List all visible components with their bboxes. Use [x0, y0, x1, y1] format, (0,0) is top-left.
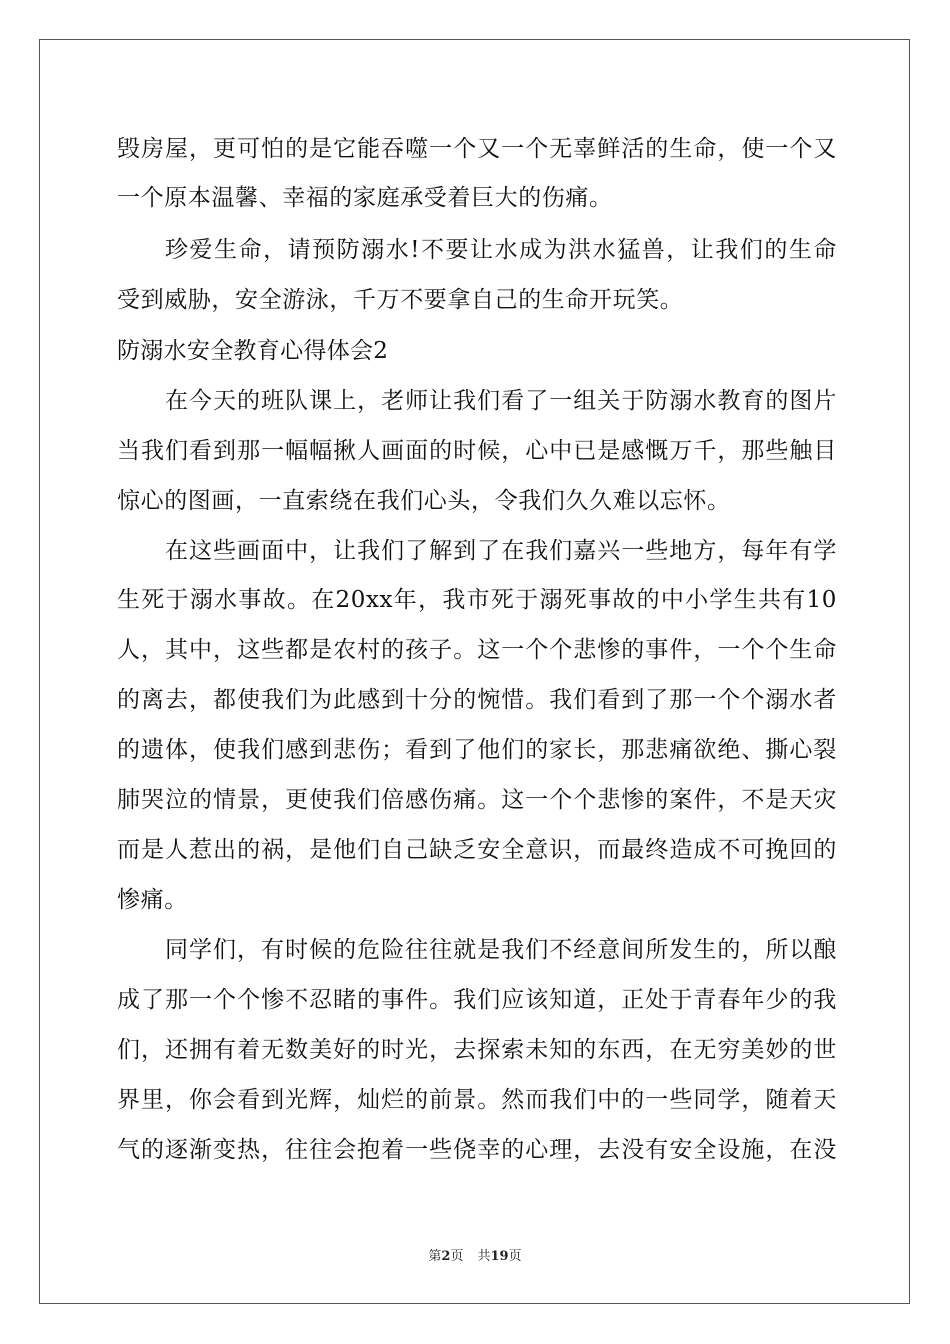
total-pages-label: 共19页: [477, 1249, 522, 1264]
text-line: 惊心的图画，一直索绕在我们心头，令我们久久难以忘怀。: [117, 488, 731, 514]
text-line: 在这些画面中，让我们了解到了在我们嘉兴一些地方，每年有学: [165, 538, 837, 564]
text-line: 一个原本温馨、幸福的家庭承受着巨大的伤痛。: [117, 185, 613, 211]
text-line: 气的逐渐变热，往往会抱着一些侥幸的心理，去没有安全设施，在没: [117, 1137, 837, 1163]
text-line: 珍爱生命，请预防溺水!不要让水成为洪水猛兽，让我们的生命: [165, 237, 837, 263]
text-line: 同学们，有时候的危险往往就是我们不经意间所发生的，所以酿: [165, 937, 837, 963]
page-number-label: 第2页: [428, 1249, 464, 1264]
text-line: 当我们看到那一幅幅揪人画面的时候，心中已是感慨万千，那些触目: [117, 438, 837, 464]
text-line: 成了那一个个惨不忍睹的事件。我们应该知道，正处于青春年少的我: [117, 987, 837, 1013]
text-line: 肺哭泣的情景，更使我们倍感伤痛。这一个个悲惨的案件，不是天灾: [117, 787, 837, 813]
text-line: 的遗体，使我们感到悲伤；看到了他们的家长，那悲痛欲绝、撕心裂: [117, 737, 837, 763]
section-heading: 防溺水安全教育心得体会2: [117, 338, 389, 364]
text-line: 毁房屋，更可怕的是它能吞噬一个又一个无辜鲜活的生命，使一个又: [117, 136, 837, 162]
text-line: 而是人惹出的祸，是他们自己缺乏安全意识，而最终造成不可挽回的: [117, 837, 837, 863]
text-line: 的离去，都使我们为此感到十分的惋惜。我们看到了那一个个溺水者: [117, 687, 837, 713]
text-line: 受到威胁，安全游泳，千万不要拿自己的生命开玩笑。: [117, 287, 684, 313]
text-line: 生死于溺水事故。在20xx年，我市死于溺死事故的中小学生共有10: [117, 587, 837, 613]
text-line: 人，其中，这些都是农村的孩子。这一个个悲惨的事件，一个个生命: [117, 637, 837, 663]
text-line: 们，还拥有着无数美好的时光，去探索未知的东西，在无穷美妙的世: [117, 1037, 837, 1063]
text-line: 在今天的班队课上，老师让我们看了一组关于防溺水教育的图片: [165, 388, 837, 414]
text-line: 惨痛。: [117, 887, 188, 913]
text-line: 界里，你会看到光辉，灿烂的前景。然而我们中的一些同学，随着天: [117, 1087, 837, 1113]
page-footer: [0, 1248, 950, 1266]
